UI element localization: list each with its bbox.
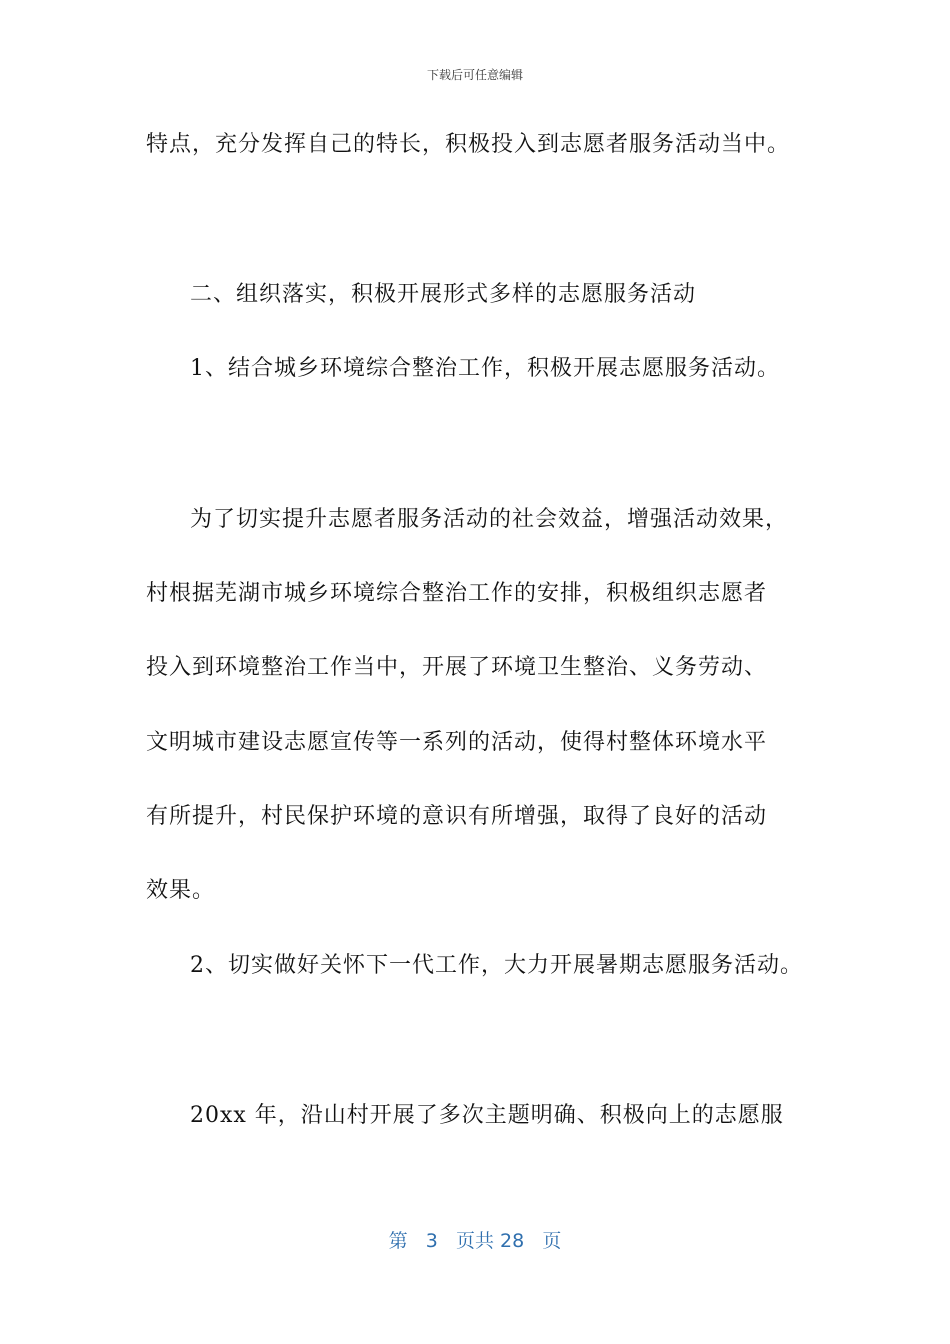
page-header: 下载后可任意编辑 [426, 68, 523, 82]
paragraph-line: 为了切实提升志愿者服务活动的社会效益，增强活动效果， [190, 507, 789, 532]
footer-middle: 页共 [455, 1230, 494, 1252]
page-footer [0, 1226, 950, 1253]
footer-prefix: 第 [388, 1230, 408, 1252]
paragraph-line: 文明城市建设志愿宣传等一系列的活动，使得村整体环境水平 [146, 730, 768, 755]
paragraph-line: 特点，充分发挥自己的特长，积极投入到志愿者服务活动当中。 [146, 132, 791, 157]
subsection-heading: 2、切实做好关怀下一代工作，大力开展暑期志愿服务活动。 [190, 953, 803, 978]
subsection-heading: 1、结合城乡环境综合整治工作，积极开展志愿服务活动。 [190, 356, 780, 381]
section-heading: 二、组织落实，积极开展形式多样的志愿服务活动 [190, 282, 697, 307]
paragraph-line: 20xx 年，沿山村开展了多次主题明确、积极向上的志愿服 [190, 1103, 784, 1128]
paragraph-line: 有所提升，村民保护环境的意识有所增强，取得了良好的活动 [146, 804, 768, 829]
total-pages: 28 [500, 1230, 525, 1252]
paragraph-line: 投入到环境整治工作当中，开展了环境卫生整治、义务劳动、 [146, 655, 768, 680]
footer-suffix: 页 [542, 1230, 562, 1252]
paragraph-line: 效果。 [146, 878, 216, 903]
paragraph-line: 村根据芜湖市城乡环境综合整治工作的安排，积极组织志愿者 [146, 581, 768, 606]
page-number: 3 [425, 1230, 438, 1252]
